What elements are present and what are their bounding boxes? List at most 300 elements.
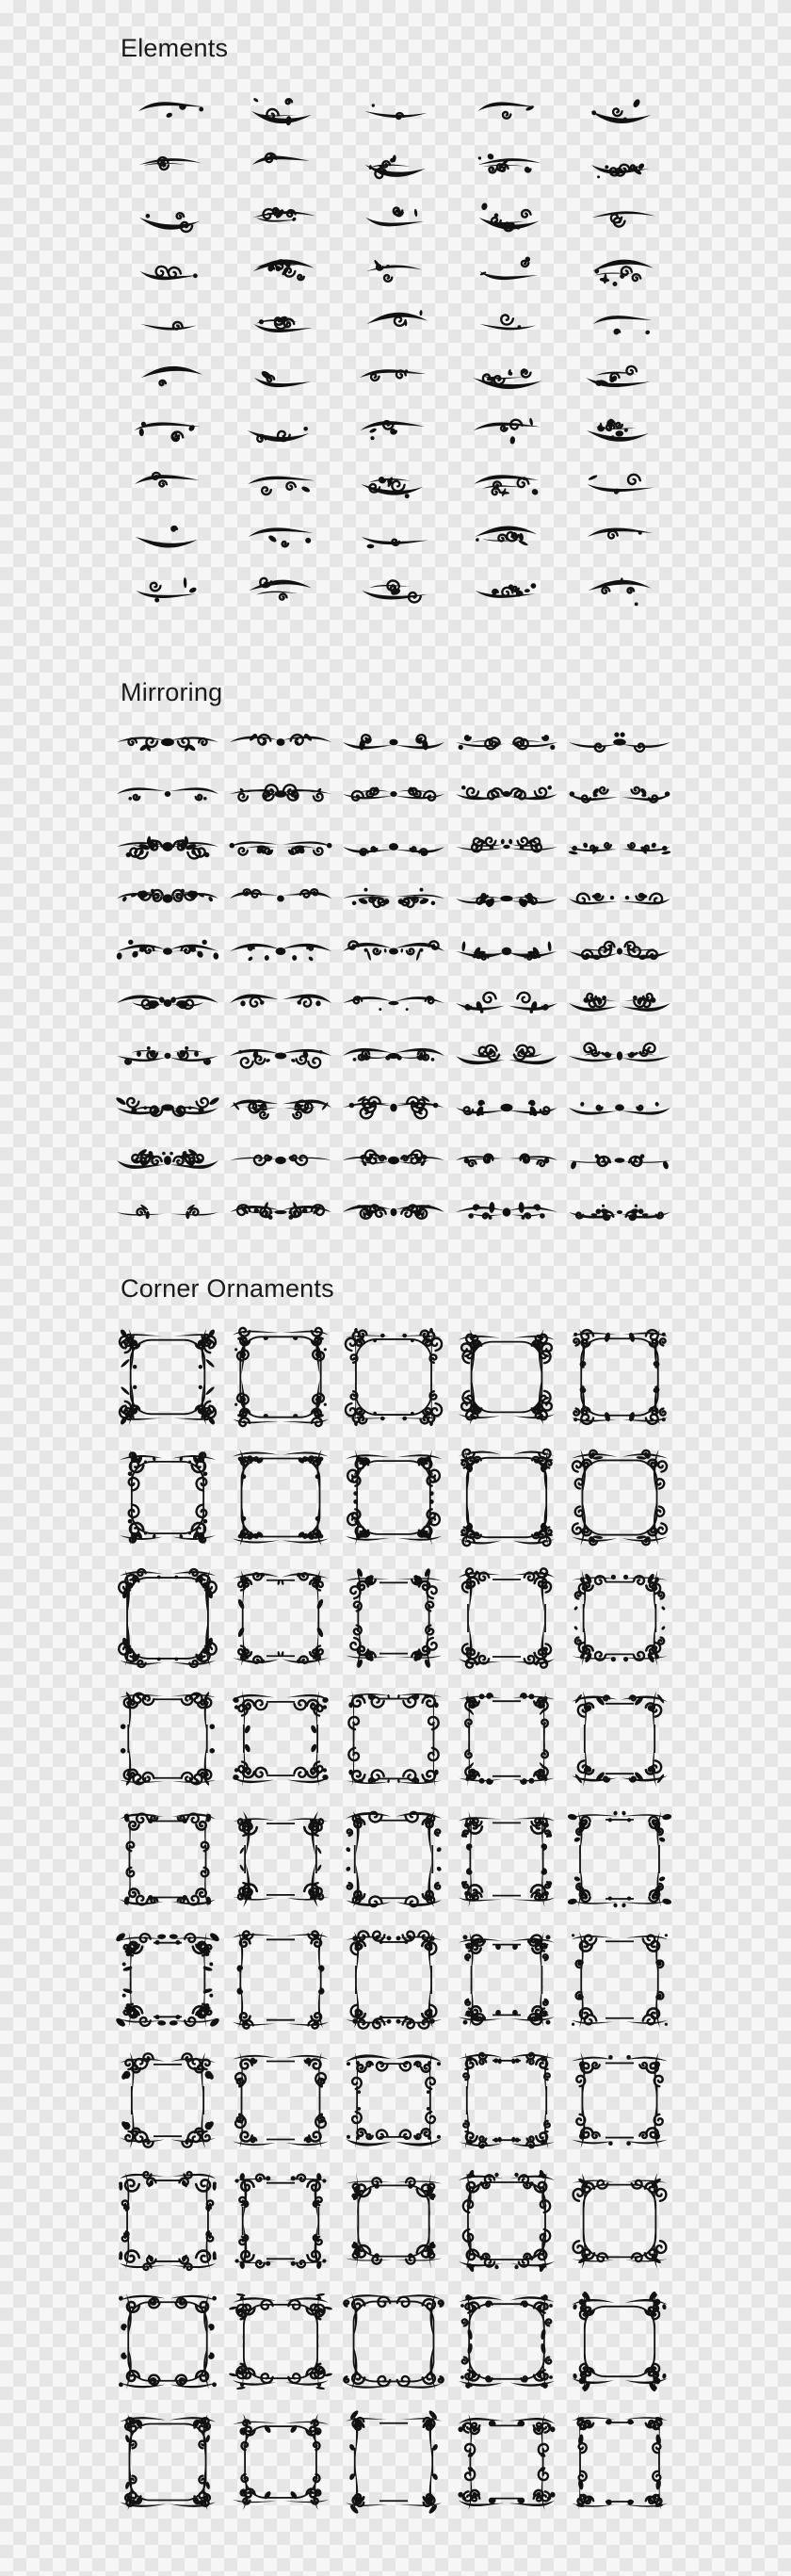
corner-ornament-frame-graphic [455,1928,558,2032]
corner-ornament-frame-graphic [568,1566,671,1670]
corner-ornament-frame-27 [224,1920,337,2040]
element-ornament-44 [450,510,563,564]
mirrored-ornament-graphic [115,1039,220,1073]
corner-ornament-frame-graphic [455,1687,558,1790]
element-ornament-36 [111,458,224,511]
corner-ornament-frame-graphic [116,1325,219,1429]
elements-grid [111,85,676,617]
element-ornament-graphic [130,410,205,451]
element-ornament-graphic [582,357,657,398]
mirrored-ornament-graphic [115,934,220,968]
corner-ornament-frame-17 [224,1678,337,1799]
element-ornament-graphic [130,197,205,238]
mirrored-ornament-graphic [228,725,333,759]
corner-ornament-frame-graphic [229,1807,332,1911]
mirrored-ornament-46 [111,1187,224,1239]
element-ornament-17 [224,245,337,299]
element-ornament-graphic [130,144,205,186]
mirrored-ornament-graphic [454,934,559,968]
corner-ornament-frame-graphic [342,2410,445,2514]
mirrored-ornament-41 [111,1134,224,1187]
element-ornament-graphic [243,197,318,238]
corner-ornament-frame-graphic [229,1928,332,2032]
mirrored-ornament-graphic [454,830,559,864]
corner-ornament-frame-42 [224,2281,337,2402]
corner-ornament-frame-graphic [116,2049,219,2152]
mirrored-ornament-graphic [341,986,446,1020]
corner-ornament-frame-graphic [116,1446,219,1549]
mirrored-ornament-7 [224,769,337,821]
mirrored-ornament-graphic [341,934,446,968]
corner-ornament-frame-26 [111,1920,224,2040]
element-ornament-20 [563,245,676,299]
corner-ornament-frame-graphic [229,1446,332,1549]
element-ornament-graphic [582,410,657,451]
mirrored-ornament-17 [224,873,337,926]
element-ornament-graphic [130,463,205,505]
corner-ornament-frame-23 [337,1799,450,1920]
mirrored-ornament-1 [111,716,224,769]
mirrored-ornament-3 [337,716,450,769]
corner-ornament-frame-graphic [229,2049,332,2152]
corner-ornament-frame-40 [563,2161,676,2281]
element-ornament-graphic [130,516,205,558]
mirrored-ornament-18 [337,873,450,926]
mirrored-ornament-27 [224,978,337,1030]
mirrored-ornament-graphic [115,830,220,864]
corner-ornament-frame-46 [111,2402,224,2522]
corner-ornament-frame-6 [111,1437,224,1558]
mirrored-ornament-graphic [228,882,333,915]
corner-ornament-frame-50 [563,2402,676,2522]
corner-ornament-frame-graphic [229,1687,332,1790]
corner-ornament-frame-graphic [568,2290,671,2393]
element-ornament-graphic [469,197,544,238]
corner-ornament-frame-41 [111,2281,224,2402]
mirrored-ornament-graphic [228,1039,333,1073]
corner-ornament-frame-graphic [455,1566,558,1670]
element-ornament-graphic [356,516,431,558]
mirrored-ornament-graphic [454,986,559,1020]
elements-title: Elements [121,34,229,62]
element-ornament-graphic [582,144,657,186]
mirrored-ornament-12 [224,820,337,873]
element-ornament-15 [563,191,676,245]
mirrored-ornament-graphic [228,777,333,811]
corner-ornament-frame-30 [563,1920,676,2040]
corner-ornament-frame-graphic [342,1446,445,1549]
mirrored-ornament-graphic [454,777,559,811]
mirrored-ornament-15 [563,820,676,873]
element-ornament-7 [224,138,337,192]
element-ornament-graphic [243,251,318,292]
mirrored-ornament-34 [450,1029,563,1082]
mirrored-ornament-graphic [567,1039,672,1073]
mirrored-ornament-6 [111,769,224,821]
corner-ornament-frame-35 [563,2040,676,2161]
mirrored-ornament-graphic [228,1195,333,1229]
mirrored-ornament-graphic [228,986,333,1020]
element-ornament-graphic [356,197,431,238]
element-ornament-graphic [243,570,318,611]
corner-ornament-frame-graphic [568,1807,671,1911]
mirrored-ornament-graphic [567,934,672,968]
element-ornament-26 [111,351,224,405]
corner-ornament-frame-graphic [455,2410,558,2514]
mirrored-ornament-graphic [228,1091,333,1125]
mirrored-ornament-39 [450,1082,563,1135]
corner-ornament-frame-graphic [229,2410,332,2514]
mirrored-ornament-graphic [567,725,672,759]
corner-ornament-frame-33 [337,2040,450,2161]
corner-ornament-frame-45 [563,2281,676,2402]
corner-ornament-frame-11 [111,1558,224,1678]
mirrored-ornament-graphic [454,1039,559,1073]
element-ornament-48 [337,564,450,618]
mirrored-ornament-47 [224,1187,337,1239]
mirrored-ornament-11 [111,820,224,873]
corner-ornament-frame-9 [450,1437,563,1558]
corner-ornament-frame-24 [450,1799,563,1920]
element-ornament-19 [450,245,563,299]
mirroring-grid [111,716,676,1239]
mirrored-ornament-graphic [115,725,220,759]
element-ornament-18 [337,245,450,299]
element-ornament-23 [337,298,450,351]
corner-ornament-frame-32 [224,2040,337,2161]
corner-ornament-frame-graphic [342,2049,445,2152]
element-ornament-graphic [356,357,431,398]
mirrored-ornament-graphic [341,882,446,915]
mirrored-ornament-16 [111,873,224,926]
mirrored-ornament-43 [337,1134,450,1187]
mirrored-ornament-38 [337,1082,450,1135]
mirrored-ornament-graphic [567,777,672,811]
mirrored-ornament-graphic [115,1143,220,1177]
element-ornament-graphic [469,463,544,505]
corner-ornament-frame-3 [337,1317,450,1437]
corner-ornament-frame-1 [111,1317,224,1437]
element-ornament-25 [563,298,676,351]
corner-ornament-frame-16 [111,1678,224,1799]
corner-ornament-frame-15 [563,1558,676,1678]
corner-ornament-frame-graphic [455,1807,558,1911]
mirrored-ornament-28 [337,978,450,1030]
corner-ornament-frame-graphic [342,1325,445,1429]
element-ornament-graphic [469,357,544,398]
element-ornament-graphic [582,570,657,611]
corner-ornament-frame-25 [563,1799,676,1920]
corner-ornament-frame-graphic [568,2169,671,2273]
element-ornament-graphic [243,303,318,345]
corner-ornament-frame-graphic [342,2169,445,2273]
corner-ornament-frame-18 [337,1678,450,1799]
corner-ornament-frame-48 [337,2402,450,2522]
corner-ornament-frame-graphic [455,2290,558,2393]
element-ornament-35 [563,404,676,458]
element-ornament-41 [111,510,224,564]
mirrored-ornament-graphic [567,830,672,864]
element-ornament-graphic [130,90,205,132]
corner-ornament-frame-graphic [116,1566,219,1670]
mirrored-ornament-22 [224,925,337,978]
mirrored-ornament-graphic [454,882,559,915]
mirrored-ornament-graphic [228,934,333,968]
corner-ornament-frame-graphic [455,2049,558,2152]
element-ornament-31 [111,404,224,458]
element-ornament-43 [337,510,450,564]
element-ornament-10 [563,138,676,192]
element-ornament-graphic [582,516,657,558]
element-ornament-graphic [582,251,657,292]
corner-ornament-frame-2 [224,1317,337,1437]
element-ornament-27 [224,351,337,405]
corner-ornament-frame-38 [337,2161,450,2281]
corner-ornament-frame-graphic [116,2290,219,2393]
mirrored-ornament-graphic [115,777,220,811]
element-ornament-graphic [582,463,657,505]
mirrored-ornament-10 [563,769,676,821]
corner-ornament-frame-graphic [342,1928,445,2032]
mirrored-ornament-graphic [567,882,672,915]
corner-ornament-frame-8 [337,1437,450,1558]
element-ornament-graphic [469,303,544,345]
element-ornament-6 [111,138,224,192]
mirrored-ornament-graphic [115,882,220,915]
corner-ornament-frame-4 [450,1317,563,1437]
element-ornament-graphic [243,463,318,505]
element-ornament-47 [224,564,337,618]
corner-ornament-frame-7 [224,1437,337,1558]
element-ornament-34 [450,404,563,458]
element-ornament-33 [337,404,450,458]
mirrored-ornament-32 [224,1029,337,1082]
corner-ornament-frame-5 [563,1317,676,1437]
corner-ornament-frame-graphic [342,2290,445,2393]
mirrored-ornament-2 [224,716,337,769]
element-ornament-graphic [356,303,431,345]
mirrored-ornament-49 [450,1187,563,1239]
element-ornament-29 [450,351,563,405]
corner-ornament-frame-10 [563,1437,676,1558]
corner-ornament-frame-graphic [568,2049,671,2152]
mirrored-ornament-25 [563,925,676,978]
element-ornament-8 [337,138,450,192]
mirrored-ornament-graphic [567,1091,672,1125]
element-ornament-14 [450,191,563,245]
mirrored-ornament-13 [337,820,450,873]
element-ornament-3 [337,85,450,138]
element-ornament-40 [563,458,676,511]
corner-ornament-frame-22 [224,1799,337,1920]
element-ornament-22 [224,298,337,351]
mirrored-ornament-20 [563,873,676,926]
element-ornament-graphic [469,570,544,611]
corner-ornament-frame-graphic [229,1566,332,1670]
corner-ornament-frame-47 [224,2402,337,2522]
mirrored-ornament-30 [563,978,676,1030]
element-ornament-46 [111,564,224,618]
mirrored-ornament-8 [337,769,450,821]
element-ornament-2 [224,85,337,138]
mirrored-ornament-33 [337,1029,450,1082]
mirrored-ornament-45 [563,1134,676,1187]
mirrored-ornament-graphic [454,1143,559,1177]
mirrored-ornament-graphic [115,986,220,1020]
element-ornament-graphic [130,570,205,611]
mirrored-ornament-26 [111,978,224,1030]
mirrored-ornament-35 [563,1029,676,1082]
mirrored-ornament-graphic [454,1195,559,1229]
mirrored-ornament-graphic [341,1091,446,1125]
element-ornament-24 [450,298,563,351]
mirrored-ornament-44 [450,1134,563,1187]
element-ornament-graphic [243,516,318,558]
mirrored-ornament-graphic [228,830,333,864]
corner-ornament-frame-29 [450,1920,563,2040]
corner-ornament-frame-graphic [455,1446,558,1549]
element-ornament-graphic [582,90,657,132]
element-ornament-30 [563,351,676,405]
element-ornament-graphic [356,251,431,292]
element-ornament-graphic [130,357,205,398]
element-ornament-13 [337,191,450,245]
corner-ornament-frame-graphic [116,2410,219,2514]
mirrored-ornament-36 [111,1082,224,1135]
mirroring-title: Mirroring [121,678,223,706]
element-ornament-45 [563,510,676,564]
mirrored-ornament-graphic [341,777,446,811]
element-ornament-graphic [356,463,431,505]
mirrored-ornament-50 [563,1187,676,1239]
mirrored-ornament-graphic [454,725,559,759]
corner-ornament-frame-graphic [116,1928,219,2032]
corner-ornament-frame-36 [111,2161,224,2281]
element-ornament-32 [224,404,337,458]
corner-ornament-frame-43 [337,2281,450,2402]
corner-ornament-frame-28 [337,1920,450,2040]
mirrored-ornament-14 [450,820,563,873]
element-ornament-21 [111,298,224,351]
mirrored-ornament-graphic [567,1195,672,1229]
mirrored-ornament-graphic [341,725,446,759]
element-ornament-42 [224,510,337,564]
corner-ornament-frame-44 [450,2281,563,2402]
mirrored-ornament-graphic [341,1039,446,1073]
corner-ornament-frame-graphic [342,1807,445,1911]
mirrored-ornament-29 [450,978,563,1030]
corner-ornament-frame-39 [450,2161,563,2281]
element-ornament-49 [450,564,563,618]
element-ornament-graphic [469,90,544,132]
element-ornament-50 [563,564,676,618]
element-ornament-graphic [469,410,544,451]
corner-ornament-frame-19 [450,1678,563,1799]
element-ornament-9 [450,138,563,192]
mirrored-ornament-48 [337,1187,450,1239]
corner-ornament-frame-graphic [568,1928,671,2032]
corner-ornament-frame-34 [450,2040,563,2161]
element-ornament-graphic [130,251,205,292]
element-ornament-5 [563,85,676,138]
mirrored-ornament-graphic [341,1195,446,1229]
element-ornament-graphic [356,570,431,611]
element-ornament-graphic [469,251,544,292]
mirrored-ornament-graphic [228,1143,333,1177]
element-ornament-1 [111,85,224,138]
corner-ornament-frame-graphic [568,1446,671,1549]
corner-ornament-frame-graphic [116,1807,219,1911]
corner-ornament-frame-graphic [568,1325,671,1429]
mirrored-ornament-21 [111,925,224,978]
corner-ornament-frame-graphic [116,1687,219,1790]
element-ornament-graphic [469,516,544,558]
mirrored-ornament-40 [563,1082,676,1135]
element-ornament-37 [224,458,337,511]
corner-ornament-frame-13 [337,1558,450,1678]
corner-ornament-frame-graphic [455,2169,558,2273]
corner-ornament-frame-graphic [455,1325,558,1429]
mirrored-ornament-19 [450,873,563,926]
corner-ornament-frame-graphic [229,2169,332,2273]
mirrored-ornament-graphic [115,1195,220,1229]
corner-ornaments-grid [111,1317,676,2522]
element-ornament-graphic [130,303,205,345]
element-ornament-graphic [356,410,431,451]
mirrored-ornament-graphic [454,1091,559,1125]
element-ornament-graphic [243,410,318,451]
corner-ornament-frame-graphic [229,1325,332,1429]
element-ornament-11 [111,191,224,245]
element-ornament-graphic [356,90,431,132]
element-ornament-graphic [243,144,318,186]
element-ornament-graphic [356,144,431,186]
corner-ornament-frame-graphic [116,2169,219,2273]
element-ornament-graphic [469,144,544,186]
element-ornament-39 [450,458,563,511]
mirrored-ornament-4 [450,716,563,769]
mirrored-ornament-graphic [567,1143,672,1177]
corner-ornament-frame-37 [224,2161,337,2281]
corner-ornament-frame-14 [450,1558,563,1678]
corner-ornament-frame-graphic [229,2290,332,2393]
element-ornament-4 [450,85,563,138]
corner-ornament-frame-graphic [568,1687,671,1790]
corner-ornament-frame-21 [111,1799,224,1920]
mirrored-ornament-42 [224,1134,337,1187]
mirrored-ornament-9 [450,769,563,821]
corner-ornaments-title: Corner Ornaments [121,1274,334,1303]
mirrored-ornament-graphic [115,1091,220,1125]
mirrored-ornament-5 [563,716,676,769]
mirrored-ornament-24 [450,925,563,978]
element-ornament-graphic [582,197,657,238]
corner-ornament-frame-20 [563,1678,676,1799]
corner-ornament-frame-31 [111,2040,224,2161]
corner-ornament-frame-graphic [342,1687,445,1790]
mirrored-ornament-31 [111,1029,224,1082]
corner-ornament-frame-graphic [342,1566,445,1670]
element-ornament-16 [111,245,224,299]
mirrored-ornament-23 [337,925,450,978]
corner-ornament-frame-12 [224,1558,337,1678]
element-ornament-graphic [243,357,318,398]
corner-ornament-frame-graphic [568,2410,671,2514]
mirrored-ornament-graphic [341,1143,446,1177]
element-ornament-38 [337,458,450,511]
element-ornament-graphic [582,303,657,345]
mirrored-ornament-graphic [341,830,446,864]
